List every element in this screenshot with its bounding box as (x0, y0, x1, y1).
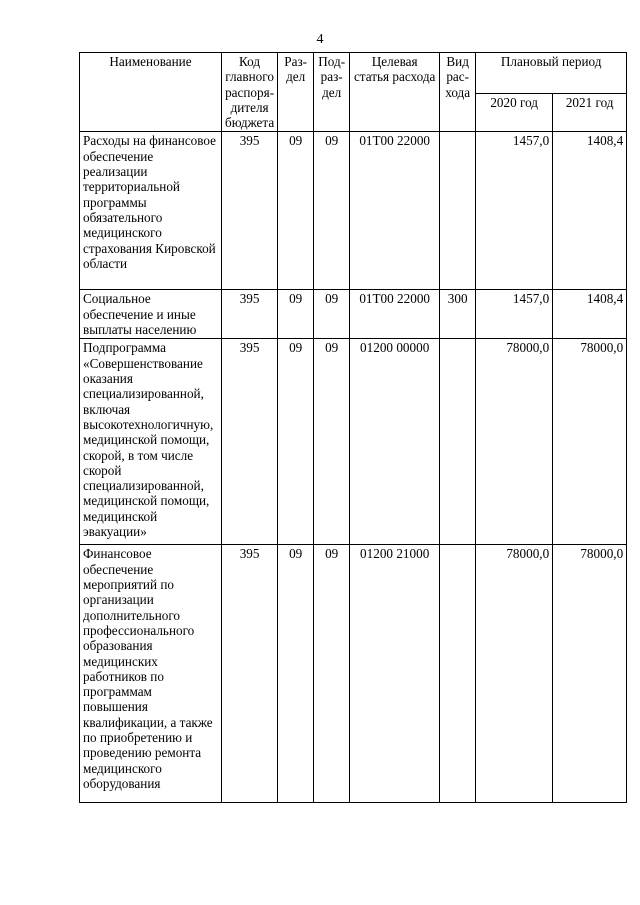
row-2021: 1408,4 (553, 290, 627, 339)
header-section: Раз- дел (278, 53, 314, 132)
row-code: 395 (222, 132, 278, 290)
table-row (80, 545, 627, 803)
row-2020: 78000,0 (476, 339, 553, 545)
row-name: Расходы на финансовое обеспечение реализации территориальной программы обязательного медицинского страхования Кировской области (80, 132, 222, 290)
header-2020: 2020 год (476, 93, 553, 132)
table-row (80, 339, 627, 545)
table-row (80, 132, 627, 290)
row-code: 395 (222, 545, 278, 803)
row-target: 01Т00 22000 (350, 290, 440, 339)
row-2021: 78000,0 (553, 339, 627, 545)
row-2020: 78000,0 (476, 545, 553, 803)
row-section: 09 (278, 290, 314, 339)
row-type (440, 132, 476, 290)
row-section: 09 (278, 339, 314, 545)
row-2020: 1457,0 (476, 290, 553, 339)
row-section: 09 (278, 545, 314, 803)
row-subsection: 09 (314, 339, 350, 545)
row-target: 01200 21000 (350, 545, 440, 803)
page-number: 4 (316, 32, 324, 47)
table-row (80, 290, 627, 339)
row-type: 300 (440, 290, 476, 339)
row-name: Социальное обеспечение и иные выплаты населению (80, 290, 222, 339)
row-2020: 1457,0 (476, 132, 553, 290)
row-code: 395 (222, 339, 278, 545)
header-subsection: Под- раз- дел (314, 53, 350, 132)
header-code: Код главного распоря- дителя бюджета (222, 53, 278, 132)
row-2021: 1408,4 (553, 132, 627, 290)
header-2021: 2021 год (553, 93, 627, 132)
row-subsection: 09 (314, 132, 350, 290)
row-target: 01200 00000 (350, 339, 440, 545)
row-code: 395 (222, 290, 278, 339)
row-section: 09 (278, 132, 314, 290)
row-subsection: 09 (314, 545, 350, 803)
row-type (440, 339, 476, 545)
header-planned: Плановый период (476, 53, 627, 94)
header-name: Наименование (80, 53, 222, 132)
header-type: Вид рас- хода (440, 53, 476, 132)
row-subsection: 09 (314, 290, 350, 339)
row-name: Финансовое обеспечение мероприятий по организации дополнительного профессионального образования медицинских работников по программам повышения квалификации, а также по приобретению и проведению ремонта медицинского оборудования (80, 545, 222, 803)
row-name: Подпрограмма «Совершенствование оказания специализированной, включая высокотехнологичную, медицинской помощи, скорой, в том числе скорой специализированной, медицинской помощи, медицинской эвакуации» (80, 339, 222, 545)
row-target: 01Т00 22000 (350, 132, 440, 290)
row-type (440, 545, 476, 803)
header-target: Целевая статья расхода (350, 53, 440, 132)
budget-table (79, 52, 627, 803)
row-2021: 78000,0 (553, 545, 627, 803)
